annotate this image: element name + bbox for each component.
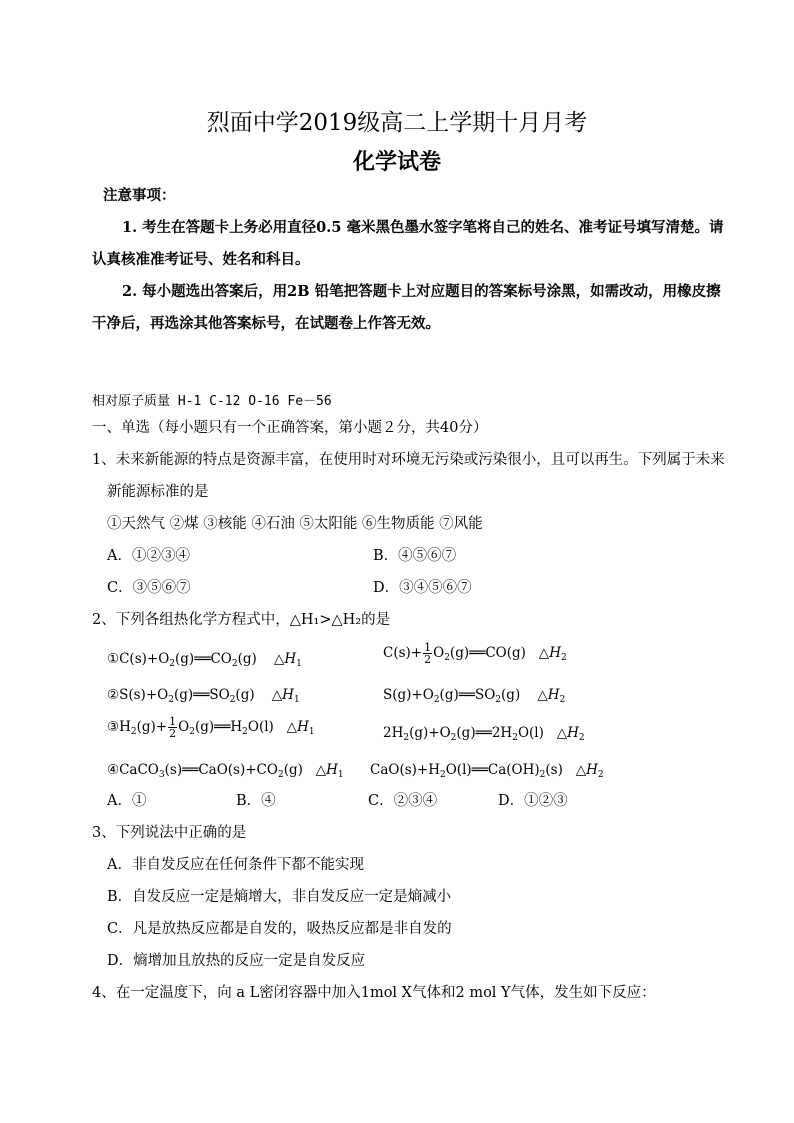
page-title: 烈面中学2019级高二上学期十月月考 <box>206 110 588 136</box>
q1-option-d: D．③④⑤⑥⑦ <box>373 580 472 596</box>
q1-option-c: C．③⑤⑥⑦ <box>107 580 191 596</box>
notice-item1-line1: 1. 考生在答题卡上务必用直径0.5 毫米黑色墨水签字笔将自己的姓名、准考证号填写清楚。请 <box>122 219 724 236</box>
q2-option-c: C．②③④ <box>368 793 438 809</box>
q2-eq4-left: $④CaCO_3(s)══CaO(s)+CO_2(g)$ $\triangle H_1$ <box>107 762 344 780</box>
q2-eq2-left: $②S(s)+O_2(g)══SO_2(g)$ $\triangle H_1$ <box>107 687 300 705</box>
q2-eq2-right: $S(g)+O_2(g)══SO_2(g)$ $\triangle H_2$ <box>383 687 566 705</box>
notice-heading: 注意事项： <box>103 187 176 204</box>
q3-option-b: B．自发反应一定是熵增大，非自发反应一定是熵减小 <box>107 889 452 905</box>
q3-stem: 3、下列说法中正确的是 <box>92 825 247 841</box>
q1-stem-line1: 1、未来新能源的特点是资源丰富，在使用时对环境无污染或污染很小，且可以再生。下列属于未来 <box>92 452 725 468</box>
q2-eq4-right: $CaO(s)+H_2O(l)══Ca(OH)_2(s)$ $\triangle H_2$ <box>370 762 604 780</box>
atomic-mass-line: 相对原子质量 H-1 C-12 O-16 Fe－56 <box>92 394 332 409</box>
notice-item2-line1: 2. 每小题选出答案后，用2B 铅笔把答题卡上对应题目的答案标号涂黑，如需改动，用橡皮擦 <box>122 283 721 300</box>
notice-item2-line2: 干净后，再选涂其他答案标号，在试题卷上作答无效。 <box>92 315 440 332</box>
q2-eq1-right: C(s)+ $\frac{1}{2}$ $O_2(g)══CO(g)$ $\triangle H_2$ <box>383 641 567 666</box>
q2-eq3-left: $③H_2(g)+$ $\frac{1}{2}$ $O_2(g)══H_2O(l)$ $\triangle H_1$ <box>107 715 315 740</box>
q2-eq1-left: $①C(s)+O_2(g)══CO_2(g)$ $\triangle H_1$ <box>107 651 302 669</box>
q2-option-b: B．④ <box>236 793 276 809</box>
page-subtitle: 化学试卷 <box>352 149 441 175</box>
q1-items: ①天然气 ②煤 ③核能 ④石油 ⑤太阳能 ⑥生物质能 ⑦风能 <box>107 516 483 532</box>
q1-option-a: A．①②③④ <box>107 548 190 564</box>
q2-option-a: A．① <box>107 793 147 809</box>
q2-option-d: D．①②③ <box>498 793 568 809</box>
q4-stem: 4、在一定温度下，向 a L密闭容器中加入1mol X气体和2 mol Y气体，发生如下反应： <box>92 985 656 1001</box>
notice-item1-line2: 认真核准准考证号、姓名和科目。 <box>92 251 310 268</box>
q2-stem: 2、下列各组热化学方程式中，△H₁>△H₂的是 <box>92 612 391 628</box>
q3-option-a: A．非自发反应在任何条件下都不能实现 <box>107 857 364 873</box>
q2-eq3-right: $2H_2(g)+O_2(g)══2H_2O(l)$ $\triangle H_2$ <box>383 725 585 743</box>
q1-option-b: B．④⑤⑥⑦ <box>373 548 457 564</box>
section-heading: 一、单选（每小题只有一个正确答案，第小题２分，共40分） <box>92 420 488 436</box>
q1-stem-line2: 新能源标准的是 <box>107 484 209 500</box>
q3-option-c: C．凡是放热反应都是自发的，吸热反应都是非自发的 <box>107 921 452 937</box>
q3-option-d: D．熵增加且放热的反应一定是自发反应 <box>107 953 366 969</box>
